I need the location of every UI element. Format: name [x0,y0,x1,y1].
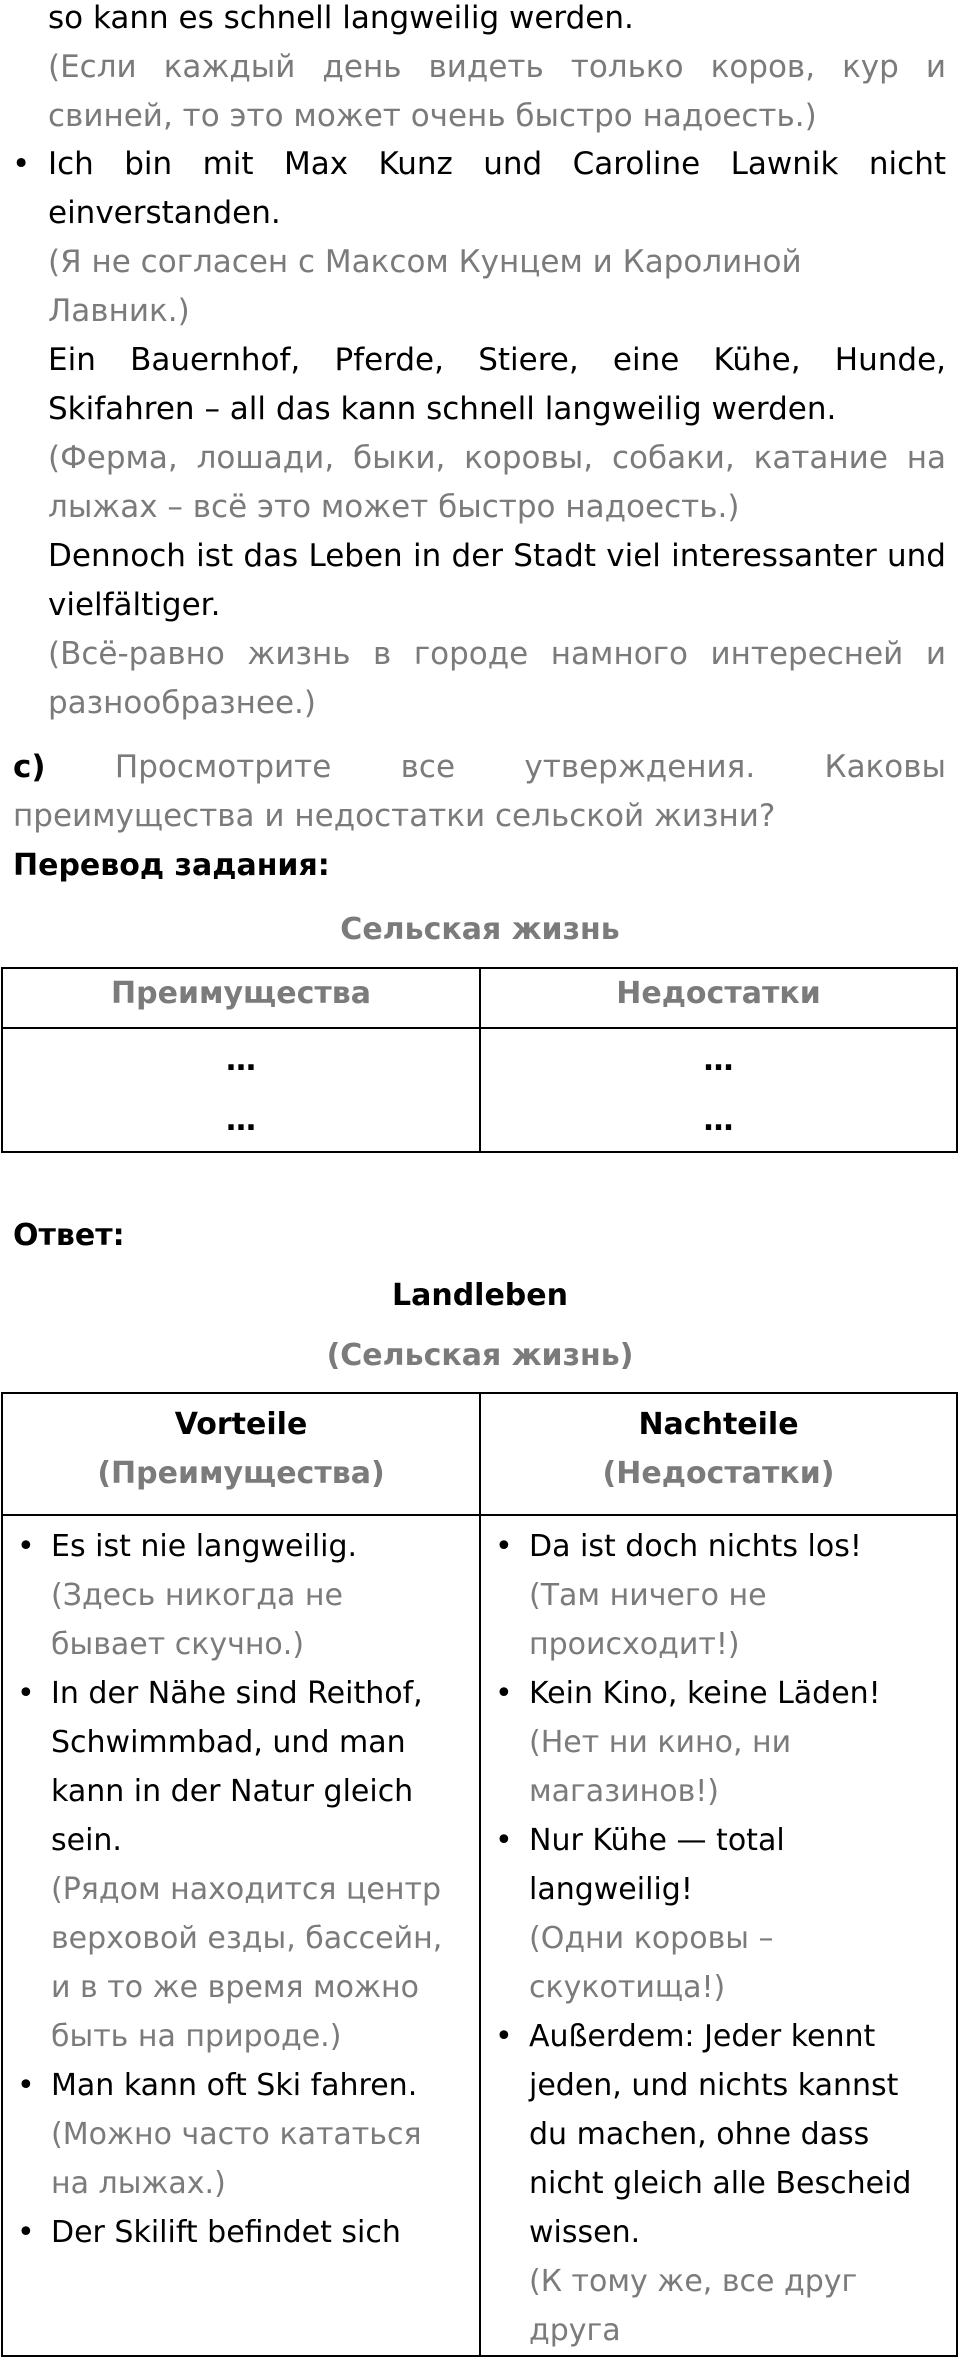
answer-col-vorteile [2,1393,480,1515]
list-item: • Man kann oft Ski fahren. [17,2061,465,2110]
nachteile-header-de: Nachteile [638,1407,799,1442]
list-item-translation: (Нет ни кино, ни магазинов!) [529,1725,792,1809]
list-item: • Es ist nie langweilig. [17,1522,465,1571]
list-item: • Kein Kino, keine Läden! [495,1669,942,1718]
nachteile-list [480,1515,957,2356]
task-table-col-advantages: Преимущества [2,968,480,1028]
vorteile-list [2,1515,480,2356]
ellipsis: … [703,1103,734,1138]
intro-block [0,0,960,141]
translation-heading: Перевод задания: [13,848,330,883]
list-item: • Der Skilift befindet sich [17,2208,465,2257]
task-table-cell-disadvantages [480,1028,957,1152]
opinion-p2-de: Ein Bauernhof, Pferde, Stiere, eine Kühe, Hunde, Skifahren – all das kann schnell langweilig werden. [48,342,946,427]
list-item-translation: (К тому же, все друг друга [529,2264,858,2348]
task-c-label: с) [13,749,46,785]
task-table-title: Сельская жизнь [340,912,620,947]
list-item-translation: (Там ничего не происходит!) [529,1578,767,1662]
vorteile-header-de: Vorteile [174,1407,308,1442]
list-item-translation: (Рядом находится центр верховой езды, бассейн, и в то же время можно быть на природе.) [51,1872,443,2054]
intro-line-de: so kann es schnell langweilig werden. [48,0,634,36]
answer-table [1,1392,958,2357]
intro-line-ru: (Если каждый день видеть только коров, кур и свиней, то это может очень быстро надоесть.) [48,49,946,134]
ellipsis: … [703,1043,734,1078]
nachteile-header-ru: (Недостатки) [602,1456,835,1491]
task-table-col-disadvantages: Недостатки [480,968,957,1028]
list-item: • Außerdem: Jeder kennt jeden, und nichts kannst du machen, ohne dass nicht gleich alle Bescheid wissen. [495,2012,942,2257]
answer-col-nachteile [480,1393,957,1515]
task-c-text: с) Просмотрите все утверждения. Каковы преимущества и недостатки сельской жизни? [13,749,946,834]
opinion-block [0,140,960,728]
list-item: • Da ist doch nichts los! [495,1522,942,1571]
vorteile-header-ru: (Преимущества) [97,1456,385,1491]
answer-title-de: Landleben [391,1278,568,1313]
opinion-bullet-ru: (Я не согласен с Максом Кунцем и Каролиной Лавник.) [48,244,802,329]
list-item: • In der Nähe sind Reithof, Schwimmbad, und man kann in der Natur gleich sein. [17,1669,465,1865]
opinion-p2-ru: (Ферма, лошади, быки, коровы, собаки, катание на лыжах – всё это может быстро надоесть.) [48,440,946,525]
list-item-translation: (Здесь никогда не бывает скучно.) [51,1578,343,1662]
list-item-translation: (Одни коровы – скукотища!) [529,1921,774,2005]
list-item: • Nur Kühe — total langweilig! [495,1816,942,1914]
ellipsis: … [226,1103,256,1138]
opinion-p3-ru: (Всё-равно жизнь в городе намного интересней и разнообразнее.) [48,636,946,721]
ellipsis: … [226,1043,256,1078]
answer-title-ru: (Сельская жизнь) [326,1338,634,1373]
opinion-p3-de: Dennoch ist das Leben in der Stadt viel interessanter und vielfältiger. [48,538,946,623]
task-table-cell-advantages [2,1028,480,1152]
opinion-bullet-de: • Ich bin mit Max Kunz und Caroline Lawnik nicht einverstanden. [0,140,946,238]
task-c [0,743,960,890]
answer-heading: Ответ: [13,1218,125,1253]
task-table [1,967,958,1153]
list-item-translation: (Можно часто кататься на лыжах.) [51,2117,422,2201]
